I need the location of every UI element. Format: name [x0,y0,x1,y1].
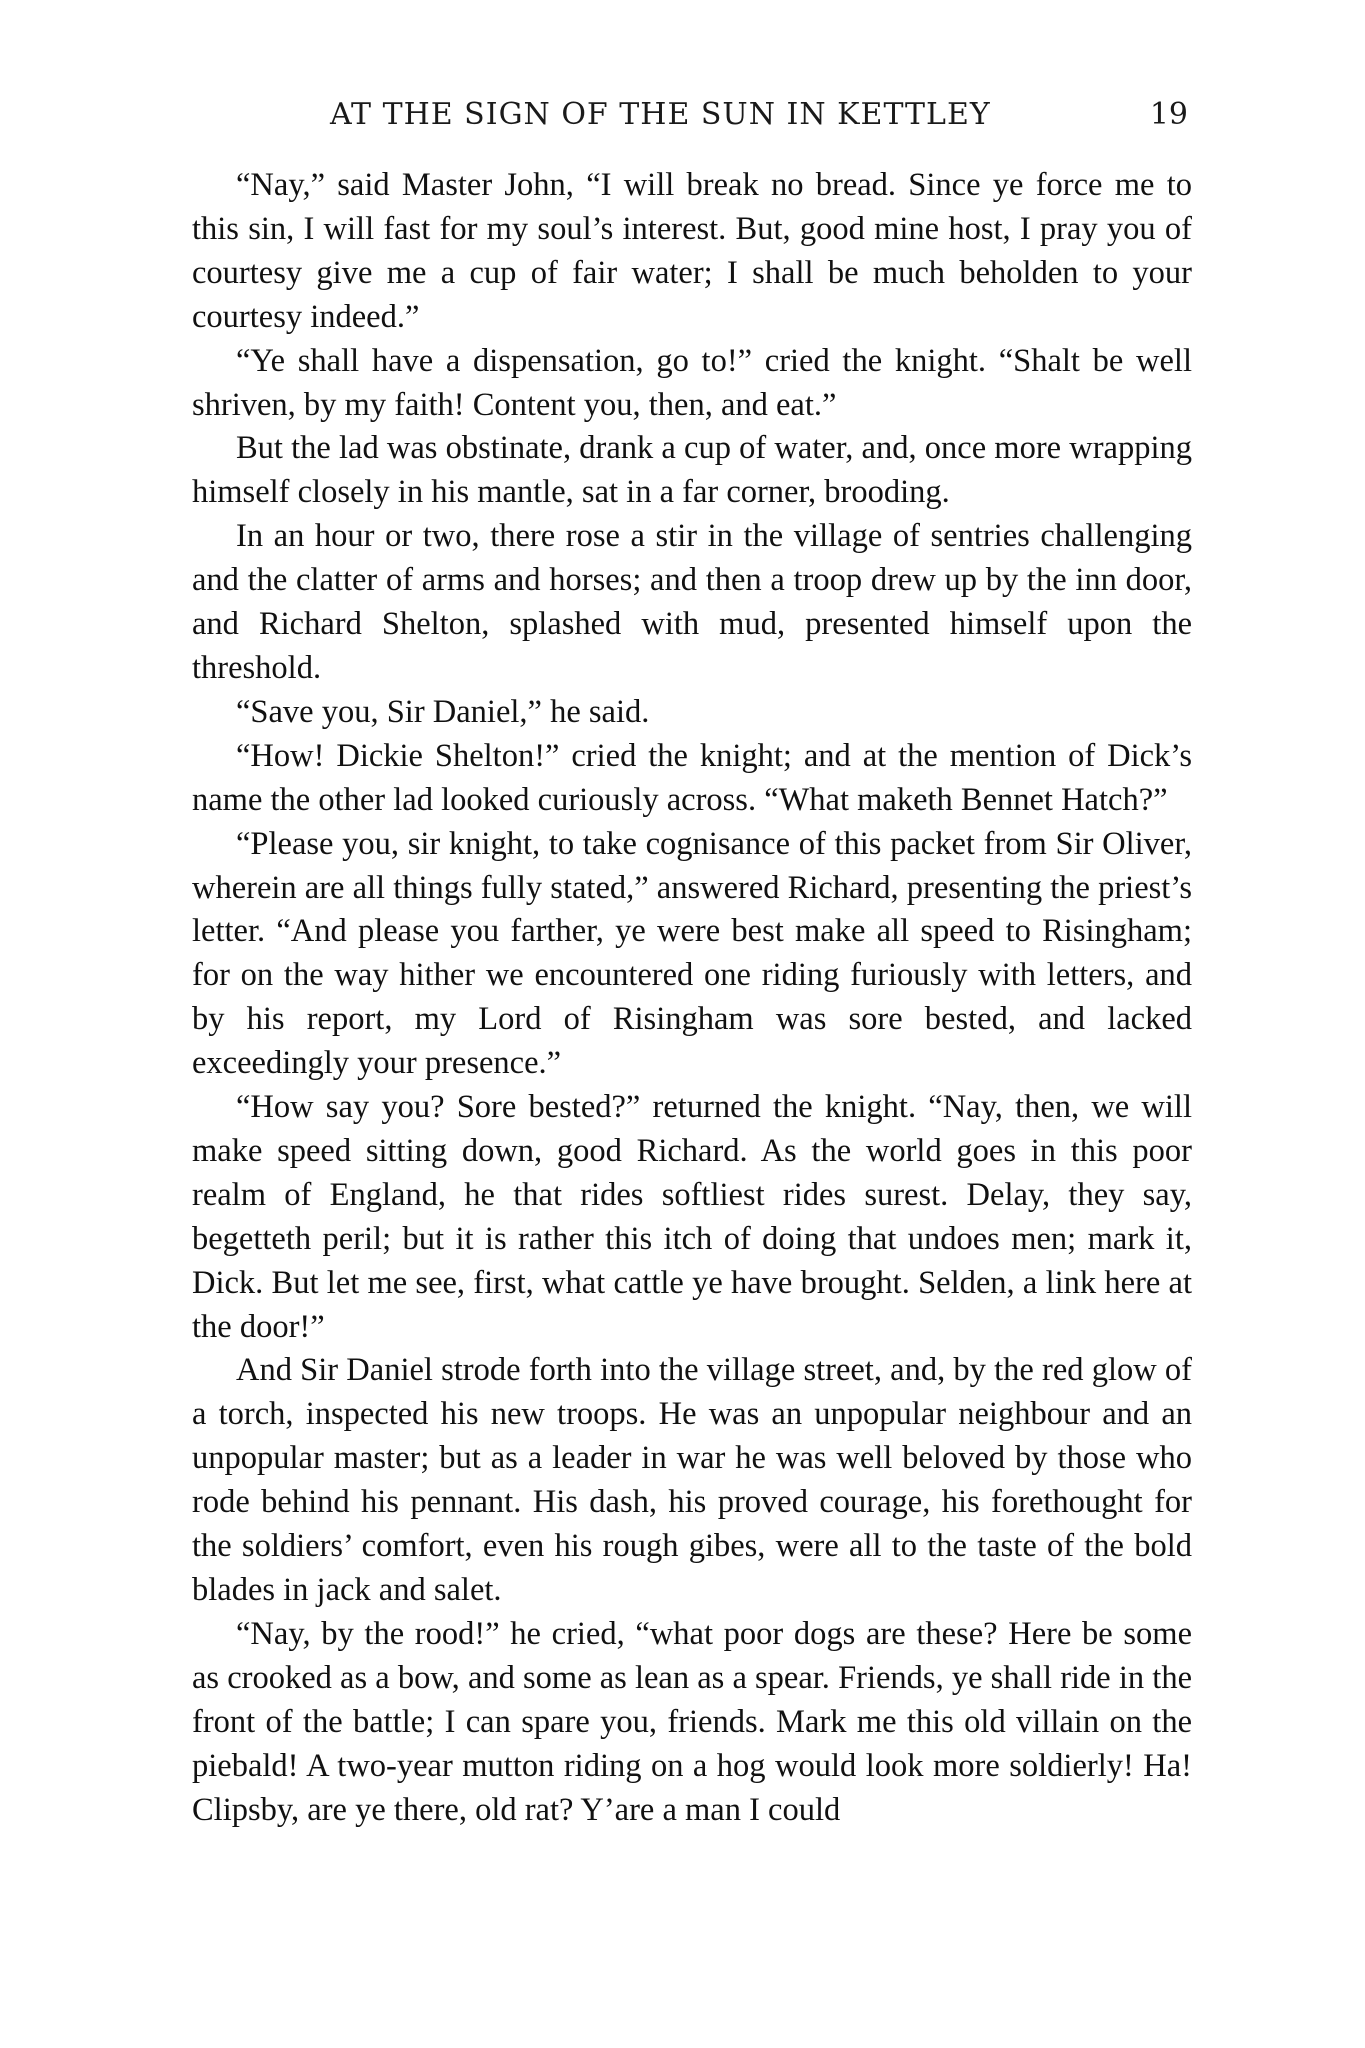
paragraph: “Ye shall have a dispensation, go to!” cried the knight. “Shalt be well shriven, by my faith! Content you, then, and eat.” [192,342,1192,423]
paragraph: “Nay, by the rood!” he cried, “what poor dogs are these? Here be some as crooked as a bow, and some as lean as a spear. Friends, ye shall ride in the front of the battle; I can spare you, friends. Mark me this old villain on the piebald! A two-year mutton riding on a hog would look more soldierly! Ha! Clipsby, are ye there, old rat? Y’are a man I could [192,1615,1192,1828]
page-number: 19 [1149,97,1188,132]
body-text [192,164,1192,1832]
paragraph: “Please you, sir knight, to take cognisance of this packet from Sir Oliver, wherein are all things fully stated,” answered Richard, presenting the priest’s letter. “And please you farther, ye were best make all speed to Risingham; for on the way hither we encountered one riding furiously with letters, and by his report, my Lord of Risingham was sore bested, and lacked exceedingly your presence.” [192,825,1192,1082]
running-head-title: AT THE SIGN OF THE SUN IN KETTLEY [330,97,991,132]
paragraph: In an hour or two, there rose a stir in the village of sentries challenging and the clatter of arms and horses; and then a troop drew up by the inn door, and Richard Shelton, splashed with mud, presented himself upon the threshold. [192,518,1192,686]
paragraph: “How say you? Sore bested?” returned the knight. “Nay, then, we will make speed sitting down, good Richard. As the world goes in this poor realm of England, he that rides softliest rides surest. Delay, they say, begetteth peril; but it is rather this itch of doing that undoes men; mark it, Dick. But let me see, first, what cattle ye have brought. Selden, a link here at the door!” [192,1089,1192,1345]
paragraph: “Save you, Sir Daniel,” he said. [236,693,650,730]
paragraph: “How! Dickie Shelton!” cried the knight; and at the mention of Dick’s name the other lad looked curiously across. “What maketh Bennet Hatch?” [192,737,1192,818]
paragraph: “Nay,” said Master John, “I will break no bread. Since ye force me to this sin, I will fast for my soul’s interest. But, good mine host, I pray you of courtesy give me a cup of fair water; I shall be much beholden to your courtesy indeed.” [192,167,1192,335]
paragraph: But the lad was obstinate, drank a cup of water, and, once more wrapping himself closely in his mantle, sat in a far corner, brooding. [192,430,1192,511]
paragraph: And Sir Daniel strode forth into the village street, and, by the red glow of a torch, inspected his new troops. He was an unpopular neighbour and an unpopular master; but as a leader in war he was well beloved by those who rode behind his pennant. His dash, his proved courage, his forethought for the soldiers’ comfort, even his rough gibes, were all to the taste of the bold blades in jack and salet. [192,1352,1192,1608]
